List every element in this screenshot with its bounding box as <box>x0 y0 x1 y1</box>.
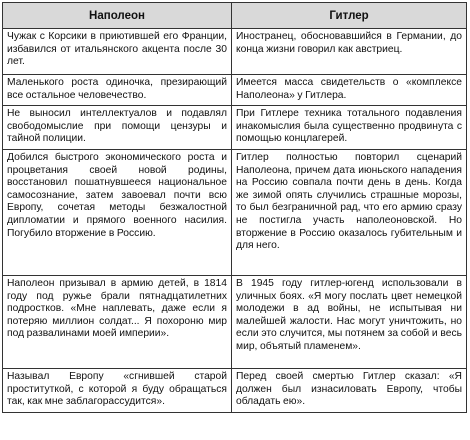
table-header-row <box>3 3 467 29</box>
table-row <box>3 275 467 368</box>
table-row <box>3 368 467 412</box>
table-row <box>3 106 467 150</box>
comparison-table-container <box>2 2 466 413</box>
hitler-cell: Гитлер полностью повторил сценарий Наполеона, причем дата июньского нападения на Россию совпала почти день в день. Когда же зимой опять случились страшные морозы, то был безграничной рад, что его армию сразу не постигла участь наполеоновской. Но вторжение в Россию оказалось губительным и для него. <box>232 149 467 275</box>
hitler-cell: Перед своей смертью Гитлер сказал: «Я должен был изнасиловать Европу, чтобы обладать ею». <box>232 368 467 412</box>
table-row <box>3 149 467 275</box>
napoleon-cell: Не выносил интеллектуалов и подавлял свободомыслие при помощи цензуры и тайной полиции. <box>3 106 232 150</box>
napoleon-hitler-comparison-table <box>2 2 467 413</box>
napoleon-cell: Добился быстрого экономического роста и процветания своей новой родины, восстановил пошатнувшееся национальное самосознание, затем завоевал почти всю Европу, сочетая методы безжалостной дипломатии и прямого военного насилия. Погубило вторжение в Россию. <box>3 149 232 275</box>
hitler-cell: Иностранец, обосновавшийся в Германии, до конца жизни говорил как австриец. <box>232 29 467 75</box>
hitler-cell: В 1945 году гитлер-югенд использовали в уличных боях. «Я могу послать цвет немецкой молодежи в ад войны, не испытывая ни малейшей жалости. Нас могут уничтожить, но если это случится, мы потянем за собой и весь мир, объятый пламенем». <box>232 275 467 368</box>
hitler-cell: При Гитлере техника тотального подавления инакомыслия была существенно продвинута с помощью концлагерей. <box>232 106 467 150</box>
table-row <box>3 75 467 106</box>
hitler-cell: Имеется масса свидетельств о «комплексе Наполеона» у Гитлера. <box>232 75 467 106</box>
table-row <box>3 29 467 75</box>
napoleon-cell: Маленького роста одиночка, презирающий все остальное человечество. <box>3 75 232 106</box>
column-header-napoleon: Наполеон <box>3 3 232 29</box>
column-header-hitler: Гитлер <box>232 3 467 29</box>
napoleon-cell: Назывaл Европу «сгнившей старой проституткой, с которой я буду обращаться так, как мне заблагорассудится». <box>3 368 232 412</box>
napoleon-cell: Наполеон призывал в армию детей, в 1814 году под ружье брали пятнадцатилетних подростков. «Мне наплевать, даже если я потеряю миллион солдат... Я похороню мир под развалинами моей империи». <box>3 275 232 368</box>
napoleon-cell: Чужак с Корсики в приютившей его Франции, избавился от итальянского акцента после 30 лет. <box>3 29 232 75</box>
